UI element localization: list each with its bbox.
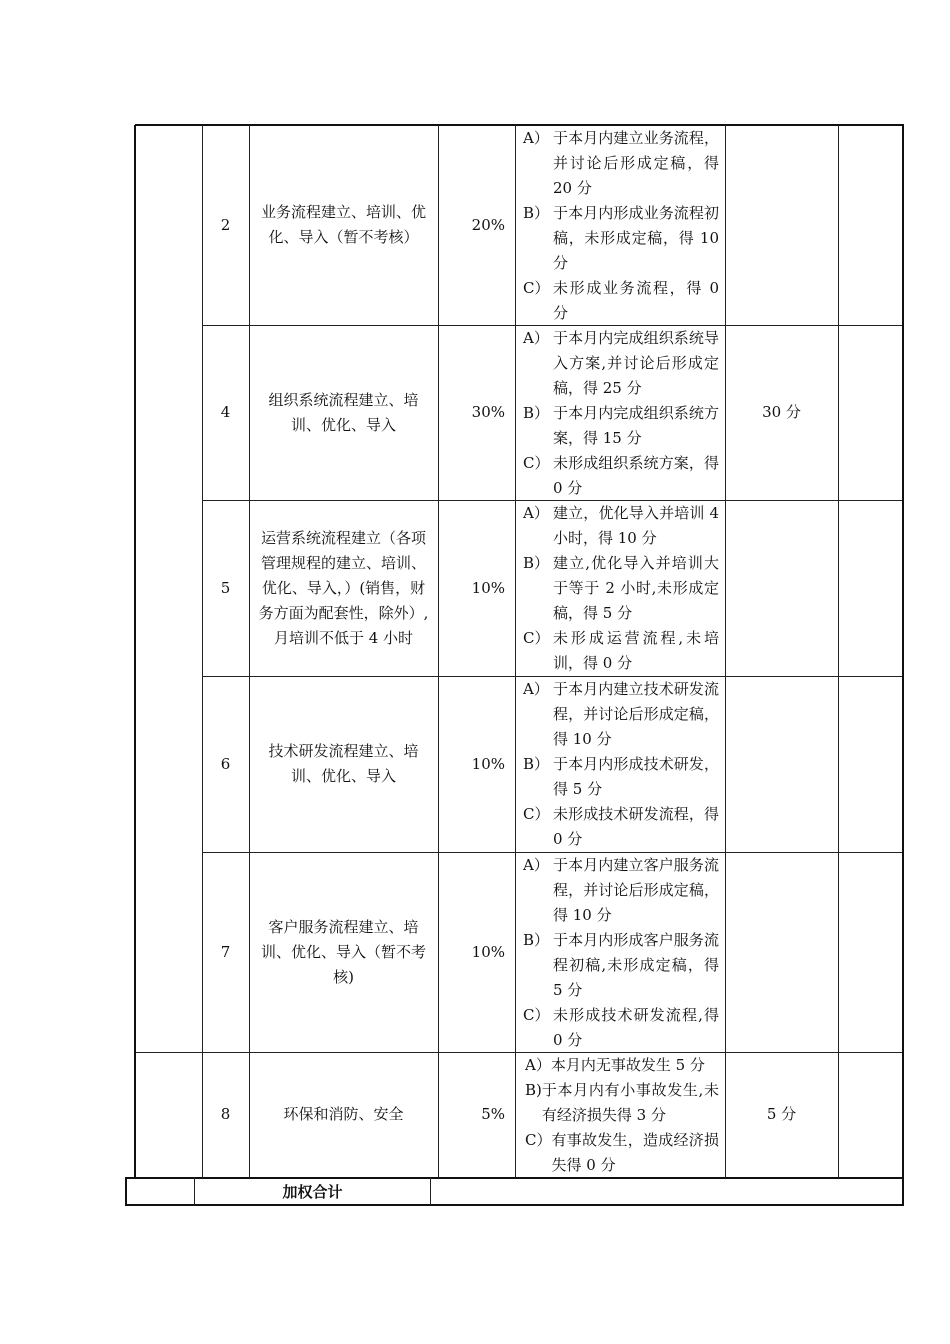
item-name: 技术研发流程建立、培训、优化、导入: [268, 742, 419, 785]
standard-a: A） 于本月内完成组织系统导入方案,并讨论后形成定稿，得 25 分: [523, 329, 719, 397]
table-bottom-border: [125, 1204, 904, 1206]
row-divider: [202, 852, 903, 853]
item-weight: 5%: [481, 1105, 505, 1123]
column-divider: [249, 125, 250, 1178]
row-divider: [202, 676, 903, 677]
column-divider: [430, 1177, 431, 1205]
row-divider: [202, 325, 903, 326]
standard-c: C） 未形成业务流程，得 0 分: [523, 279, 719, 322]
item-number: 5: [220, 578, 231, 597]
item-weight: 30%: [471, 403, 505, 421]
item-name: 业务流程建立、培训、优化、导入（暂不考核）: [260, 203, 426, 246]
table-row: [135, 500, 903, 676]
item-score: [725, 500, 838, 676]
item-weight: 10%: [471, 942, 505, 961]
standard-b: B) 于本月内有小事故发生,未有经济损失得 3 分: [525, 1081, 719, 1124]
item-score: 5 分: [766, 1105, 797, 1123]
item-number: 8: [220, 1105, 231, 1123]
standard-c: C） 未形成技术研发流程,得 0 分: [523, 1006, 719, 1049]
item-standards: [515, 125, 725, 325]
standard-c: C） 未形成组织系统方案，得 0 分: [523, 454, 719, 497]
standard-a: A） 于本月内建立客户服务流程，并讨论后形成定稿，得 10 分: [523, 856, 719, 924]
standard-c: C） 有事故发生，造成经济损失得 0 分: [525, 1131, 719, 1174]
column-divider: [134, 125, 136, 1178]
table-row: [135, 125, 903, 325]
summary-label-cell: [195, 1178, 430, 1205]
standard-a: A） 本月内无事故发生 5 分: [525, 1056, 705, 1074]
column-divider: [838, 125, 839, 1178]
item-number: 2: [220, 215, 231, 234]
item-name: 环保和消防、安全: [283, 1105, 404, 1123]
item-score: 30 分: [762, 403, 801, 421]
column-divider: [515, 125, 516, 1178]
table-row: [135, 852, 903, 1052]
standard-c: C） 未形成技术研发流程，得 0 分: [523, 805, 719, 848]
column-divider: [725, 125, 726, 1178]
item-standards: [515, 852, 725, 1052]
standard-b: B） 于本月内完成组织系统方案，得 15 分: [523, 404, 719, 447]
standard-b: B） 于本月内形成技术研发，得 5 分: [523, 755, 719, 798]
standard-b: B） 于本月内形成业务流程初稿，未形成定稿，得 10 分: [523, 204, 719, 272]
table-row: [135, 676, 903, 852]
item-weight: 10%: [471, 754, 505, 773]
standard-a: A） 于本月内建立业务流程，并讨论后形成定稿，得 20 分: [523, 129, 719, 197]
column-divider: [125, 1177, 127, 1205]
item-score: [725, 125, 838, 325]
item-standards: [515, 676, 725, 852]
column-divider: [194, 1177, 195, 1205]
standard-a: A） 于本月内建立技术研发流程，并讨论后形成定稿，得 10 分: [523, 680, 719, 748]
item-name: 客户服务流程建立、培训、优化、导入（暂不考核): [260, 917, 426, 986]
standard-b: B） 于本月内形成客户服务流程初稿,未形成定稿，得 5 分: [523, 931, 719, 999]
item-number: 7: [220, 942, 231, 961]
column-divider: [438, 125, 439, 1178]
row-divider: [135, 1052, 903, 1053]
summary-label: 加权合计: [282, 1183, 343, 1201]
item-number: 4: [220, 403, 231, 421]
item-score: [725, 852, 838, 1052]
item-weight: 10%: [471, 578, 505, 597]
column-divider: [902, 124, 904, 1205]
row-divider: [202, 500, 903, 501]
item-standards: [515, 500, 725, 676]
item-standards: [515, 1052, 725, 1177]
item-standards: [515, 325, 725, 500]
item-score: [725, 676, 838, 852]
table-row: [135, 1052, 903, 1177]
table-top-border: [135, 124, 904, 126]
standard-a: A） 建立，优化导入并培训 4 小时，得 10 分: [523, 504, 719, 547]
item-name: 运营系统流程建立（各项管理规程的建立、培训、优化、导入，）(销售，财务方面为配套性，除外）,月培训不低于 4 小时: [258, 528, 429, 647]
table-row: [135, 325, 903, 500]
item-number: 6: [220, 754, 231, 773]
item-weight: 20%: [471, 215, 505, 234]
column-divider: [202, 125, 203, 1178]
standard-b: B） 建立,优化导入并培训大于等于 2 小时,未形成定稿，得 5 分: [523, 554, 719, 622]
standard-c: C） 未形成运营流程,未培训，得 0 分: [523, 629, 719, 672]
item-name: 组织系统流程建立、培训、优化、导入: [268, 390, 419, 434]
